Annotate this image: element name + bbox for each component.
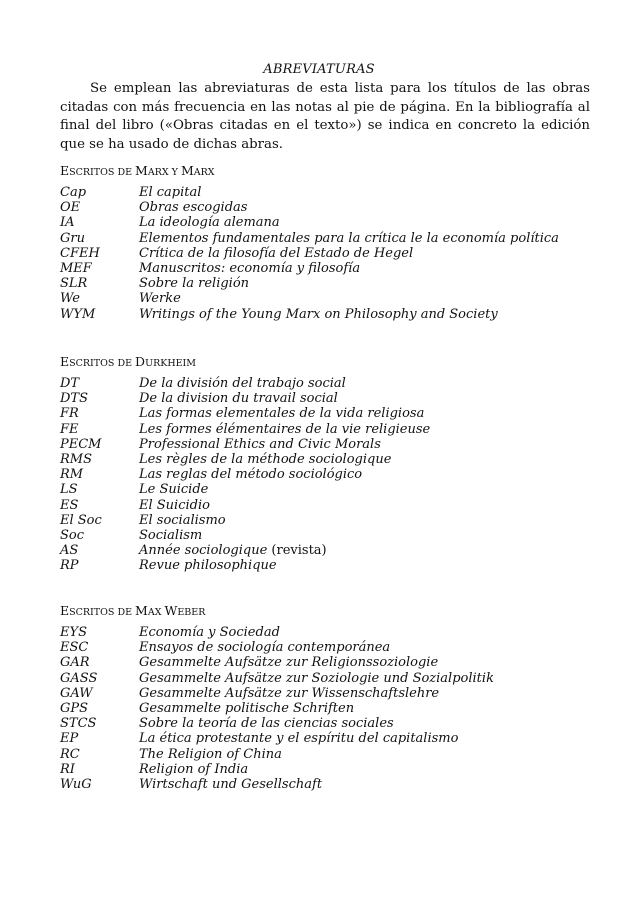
abbreviation: CFEH [60, 245, 100, 261]
work-title: Revue philosophique [139, 558, 277, 574]
abbreviation: ES [60, 497, 79, 513]
list-item [60, 261, 590, 276]
list-item [60, 215, 590, 230]
abbreviation: El Soc [60, 512, 102, 528]
list-item [60, 422, 590, 437]
work-title-cell [139, 276, 590, 291]
work-title: Gesammelte Aufsätze zur Soziologie und Sozialpolitik [139, 670, 494, 686]
work-title-cell [139, 716, 590, 731]
abbreviation: EYS [60, 625, 87, 640]
abbreviation: ESC [60, 640, 89, 656]
work-title-cell [139, 215, 590, 230]
work-title: Sobre la teoría de las ciencias sociales [139, 716, 394, 732]
abbreviation: GPS [60, 701, 89, 717]
work-title: Obras escogidas [139, 200, 248, 216]
abbreviation: GAW [60, 685, 93, 701]
work-title-cell [139, 686, 590, 701]
work-title-cell [139, 543, 590, 558]
work-title: Année sociologique [139, 543, 268, 559]
work-title-cell [139, 762, 590, 777]
work-title: Gesammelte Aufsätze zur Wissenschaftslehre [139, 685, 440, 701]
list-item [60, 671, 590, 686]
abbreviation: Gru [60, 230, 85, 246]
work-title: Las reglas del método sociológico [139, 467, 363, 483]
work-title: Le Suicide [139, 482, 209, 498]
abbreviation: GAR [60, 655, 90, 671]
list-item [60, 731, 590, 746]
list-item [60, 231, 590, 246]
list-item [60, 391, 590, 406]
work-title: El Suicidio [139, 497, 210, 513]
work-title: Ensayos de sociología contemporánea [139, 640, 391, 656]
work-title: Werke [139, 291, 181, 307]
list-item [60, 482, 590, 497]
work-title: Economía y Sociedad [139, 625, 280, 640]
work-title-cell [139, 376, 590, 391]
work-title-cell [139, 655, 590, 670]
list-item [60, 716, 590, 731]
abbreviation: RI [60, 761, 75, 777]
list-item [60, 701, 590, 716]
abbreviation: FR [60, 406, 79, 422]
page-title: ABREVIATURAS [263, 62, 375, 77]
abbreviation-list [60, 376, 590, 574]
list-item [60, 498, 590, 513]
work-title: Religion of India [139, 761, 249, 777]
list-item [60, 406, 590, 421]
work-title-cell [139, 731, 590, 746]
abbreviation: DTS [60, 391, 88, 407]
work-title: Gesammelte Aufsätze zur Religionssoziologie [139, 655, 439, 671]
work-title: El capital [139, 185, 202, 200]
section-weber [60, 603, 590, 792]
list-item [60, 452, 590, 467]
work-title: La ideología alemana [139, 215, 280, 231]
abbreviation: RMS [60, 452, 93, 468]
list-item [60, 437, 590, 452]
list-item [60, 246, 590, 261]
abbreviation: We [60, 291, 80, 307]
list-item [60, 686, 590, 701]
list-item [60, 543, 590, 558]
work-title-cell [139, 513, 590, 528]
work-title: Professional Ethics and Civic Morals [139, 436, 381, 452]
work-title: Crítica de la filosofía del Estado de Hegel [139, 245, 414, 261]
abbreviation-list [60, 185, 590, 322]
list-item [60, 185, 590, 200]
section-heading: ESCRITOS DE MARX Y MARX [60, 163, 215, 178]
work-title-cell [139, 777, 590, 792]
list-item [60, 777, 590, 792]
work-title: La ética protestante y el espíritu del capitalismo [139, 731, 459, 747]
work-title-cell [139, 261, 590, 276]
abbreviation: IA [60, 215, 75, 231]
work-title-cell [139, 406, 590, 421]
work-title-cell [139, 452, 590, 467]
list-item [60, 376, 590, 391]
section-durkheim [60, 354, 590, 574]
work-title-cell [139, 528, 590, 543]
work-title-cell [139, 437, 590, 452]
work-title: El socialismo [139, 512, 226, 528]
work-title-cell [139, 200, 590, 215]
work-title-cell [139, 291, 590, 306]
section-heading: ESCRITOS DE MAX WEBER [60, 603, 206, 618]
work-title-cell [139, 498, 590, 513]
work-title-cell [139, 391, 590, 406]
abbreviation: WuG [60, 777, 92, 793]
work-title-cell [139, 246, 590, 261]
list-item [60, 276, 590, 291]
work-title-cell [139, 185, 590, 200]
work-title: The Religion of China [139, 746, 282, 762]
work-title-cell [139, 701, 590, 716]
abbreviation: FE [60, 421, 79, 437]
work-title-cell [139, 558, 590, 573]
work-title-cell [139, 482, 590, 497]
section-heading: ESCRITOS DE DURKHEIM [60, 354, 197, 369]
work-title: Socialism [139, 528, 203, 544]
work-title: Gesammelte politische Schriften [139, 701, 355, 717]
work-title: Les formes élémentaires de la vie religieuse [139, 421, 431, 437]
work-note: (revista) [267, 543, 327, 559]
work-title: Elementos fundamentales para la crítica le la economía política [139, 230, 559, 246]
list-item [60, 640, 590, 655]
work-title: Les règles de la méthode sociologique [139, 452, 392, 468]
work-title-cell [139, 640, 590, 655]
abbreviation: AS [60, 543, 79, 559]
abbreviation: Soc [60, 528, 85, 544]
abbreviation: WYM [60, 306, 96, 322]
abbreviation-list [60, 625, 590, 792]
work-title-cell [139, 747, 590, 762]
abbreviation: RC [60, 746, 80, 762]
work-title-cell [139, 231, 590, 246]
abbreviation: STCS [60, 716, 97, 732]
list-item [60, 307, 590, 322]
work-title-cell [139, 467, 590, 482]
abbreviation: LS [60, 482, 78, 498]
list-item [60, 513, 590, 528]
work-title: Writings of the Young Marx on Philosophy and Society [139, 306, 498, 322]
list-item [60, 625, 590, 640]
abbreviation: SLR [60, 276, 88, 292]
abbreviation: DT [60, 376, 80, 391]
abbreviation: MEF [60, 261, 92, 277]
work-title: De la división del trabajo social [139, 376, 346, 391]
work-title: Manuscritos: economía y filosofía [139, 261, 361, 277]
work-title: Las formas elementales de la vida religiosa [139, 406, 425, 422]
list-item [60, 528, 590, 543]
abbreviation: PECM [60, 436, 102, 452]
abbreviation: EP [60, 731, 79, 747]
work-title-cell [139, 307, 590, 322]
work-title-cell [139, 625, 590, 640]
abbreviation: RP [60, 558, 79, 574]
list-item [60, 200, 590, 215]
list-item [60, 291, 590, 306]
abbreviation: OE [60, 200, 81, 216]
list-item [60, 655, 590, 670]
work-title: Wirtschaft und Gesellschaft [139, 777, 323, 793]
abbreviation: GASS [60, 670, 98, 686]
list-item [60, 747, 590, 762]
list-item [60, 762, 590, 777]
list-item [60, 558, 590, 573]
intro-paragraph: Se emplean las abreviaturas de esta lista para los títulos de las obras citadas con más frecuencia en las notas al pie de página. En la bibliografía al final del libro («Obras citadas en el texto») se indica en concreto la edición que se ha usado de dichas abras. [60, 81, 590, 152]
list-item [60, 467, 590, 482]
work-title: De la division du travail social [139, 391, 338, 407]
abbreviation: RM [60, 467, 84, 483]
work-title-cell [139, 422, 590, 437]
abbreviation: Cap [60, 185, 87, 200]
section-marx [60, 163, 590, 322]
work-title: Sobre la religión [139, 276, 250, 292]
work-title-cell [139, 671, 590, 686]
